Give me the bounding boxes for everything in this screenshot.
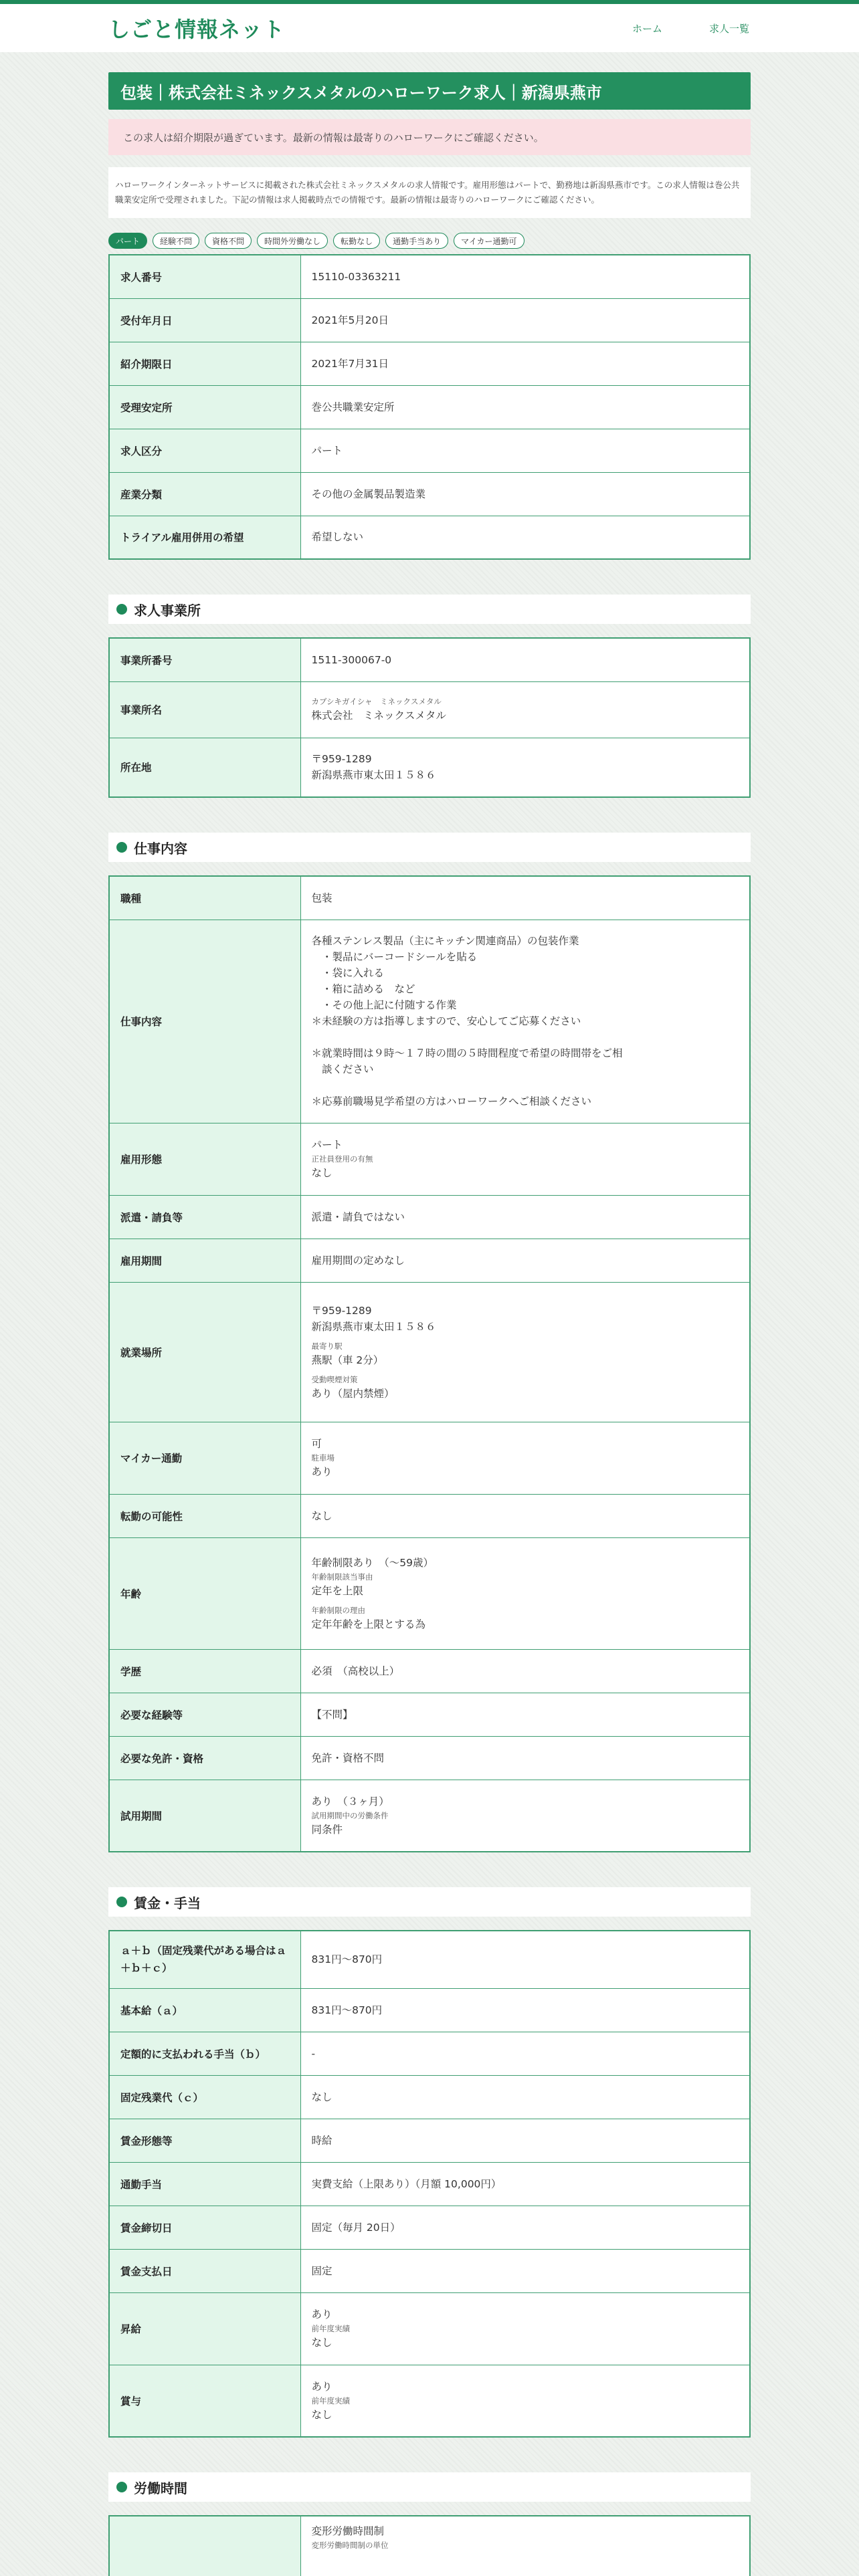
age-limit-reason: 定年を上限 [311,1584,364,1597]
table-row [109,2206,750,2249]
job-summary-notice: ハローワークインターネットサービスに掲載された株式会社ミネックスメタルの求人情報です。雇用形態はパートで、勤務地は新潟県燕市です。この求人情報は巻公共職業安定所で受理されました。下記の情報は求人掲載時点での情報です。最新の情報は最寄りのハローワークにご確認ください。 [108,167,751,218]
table-row [109,2365,750,2437]
education: 必須 （高校以上） [300,1649,750,1693]
row-label: 賞与 [109,2365,300,2437]
row-label: 賃金形態等 [109,2119,300,2162]
total-wage: 831円～870円 [300,1931,750,1988]
section-heading-wage: 賃金・手当 [108,1887,751,1917]
car-commute-cell [300,1422,750,1494]
table-row [109,2516,750,2576]
tag-part-time: パート [108,233,147,249]
wage-form: 時給 [300,2119,750,2162]
raise-detail: なし [311,2337,332,2349]
office-number: 1511-300067-0 [300,638,750,681]
table-row [109,1736,750,1780]
received-date: 2021年5月20日 [300,298,750,342]
table-row [109,516,750,559]
sub-label: 最寄り駅 [311,1341,343,1351]
row-label: 昇給 [109,2292,300,2365]
row-label: マイカー通勤 [109,1422,300,1494]
sub-label: 前年度実績 [311,2324,350,2333]
row-label: 必要な経験等 [109,1693,300,1736]
row-label: 雇用形態 [109,1123,300,1195]
main-content [108,52,751,2576]
table-row [109,1693,750,1736]
employment-period: 雇用期間の定めなし [300,1239,750,1282]
bullet-dot-icon [116,842,127,853]
table-row [109,1931,750,1988]
row-label: 受理安定所 [109,385,300,429]
row-label: 雇用期間 [109,1239,300,1282]
industry: その他の金属製品製造業 [300,472,750,516]
table-row [109,1649,750,1693]
table-row [109,1780,750,1852]
base-wage: 831円～870円 [300,1988,750,2032]
table-row [109,2075,750,2119]
fixed-overtime: なし [300,2075,750,2119]
row-label: 求人番号 [109,255,300,298]
sub-label: 正社員登用の有無 [311,1154,373,1164]
bonus-detail: なし [311,2408,332,2421]
sub-label: 前年度実績 [311,2395,350,2405]
age-limit-why: 定年年齢を上限とする為 [311,1618,426,1630]
referral-deadline: 2021年7月31日 [300,342,750,385]
dispatch-value: 派遣・請負ではない [300,1195,750,1239]
trial-employment: 希望しない [300,516,750,559]
row-label: 試用期間 [109,1780,300,1852]
car-commute: 可 [311,1438,322,1450]
raise-cell [300,2292,750,2365]
trial-cell [300,1780,750,1852]
table-row [109,429,750,472]
wage-payday: 固定 [300,2249,750,2292]
table-row [109,1282,750,1422]
required-experience: 【不問】 [300,1693,750,1736]
sub-label: 年齢制限該当事由 [311,1572,373,1582]
hours-cell [300,2516,750,2576]
nearest-station: 燕駅（車 2分） [311,1354,384,1366]
smoking-policy: あり（屋内禁煙） [311,1387,395,1400]
sub-label: 年齢制限の理由 [311,1605,365,1615]
tag-no-experience: 経験不問 [153,233,199,249]
office-table [108,637,751,798]
table-row [109,2162,750,2206]
required-license: 免許・資格不問 [300,1736,750,1780]
fixed-allowance: - [300,2032,750,2075]
expired-alert: この求人は紹介期限が過ぎています。最新の情報は最寄りのハローワークにご確認ください。 [108,119,751,155]
row-label: 所在地 [109,738,300,797]
receiving-office: 巻公共職業安定所 [300,385,750,429]
row-label: 事業所番号 [109,638,300,681]
sub-label: 試用期間中の労働条件 [311,1810,389,1820]
table-row [109,2032,750,2075]
office-name: 株式会社 ミネックスメタル [311,710,446,722]
row-label: 就業場所 [109,1282,300,1422]
table-row [109,876,750,920]
table-row [109,342,750,385]
office-address-cell [300,738,750,797]
wage-table [108,1930,751,2438]
office-zip: 〒959-1289 [311,753,372,766]
row-label: 基本給（ａ） [109,1988,300,2032]
tag-car-commute: マイカー通勤可 [454,233,524,249]
parking: あり [311,1466,332,1478]
nav-job-list-link[interactable]: 求人一覧 [708,22,749,35]
table-row [109,2119,750,2162]
wage-cutoff-day: 固定（毎月 20日） [300,2206,750,2249]
row-label: 学歴 [109,1649,300,1693]
workplace-zip: 〒959-1289 [311,1304,372,1317]
regular-conversion: なし [311,1167,332,1179]
row-label: 年齢 [109,1537,300,1649]
table-row [109,1988,750,2032]
table-row [109,2292,750,2365]
table-row [109,920,750,1123]
row-label: 賃金支払日 [109,2249,300,2292]
table-row [109,2249,750,2292]
office-address: 新潟県燕市東太田１５８６ [311,769,436,782]
page-title: 包装｜株式会社ミネックスメタルのハローワーク求人｜新潟県燕市 [108,72,751,110]
row-label: 事業所名 [109,681,300,738]
row-label: 定額的に支払われる手当（ｂ） [109,2032,300,2075]
row-label: 通勤手当 [109,2162,300,2206]
age-limit: 年齢制限あり （～59歳） [311,1556,434,1569]
row-label: 派遣・請負等 [109,1195,300,1239]
hours-table [108,2515,751,2576]
workplace-address: 新潟県燕市東太田１５８６ [311,1320,436,1333]
nav-home-link[interactable]: ホーム [632,22,662,35]
site-header [0,4,859,52]
main-nav [632,21,751,35]
feature-tags [108,233,751,249]
bullet-dot-icon [116,604,127,615]
work-table [108,875,751,1852]
section-heading-office: 求人事業所 [108,595,751,624]
row-label: ａ＋ｂ（固定残業代がある場合はａ＋ｂ＋ｃ） [109,1931,300,1988]
row-label [109,2516,300,2576]
row-label: 産業分類 [109,472,300,516]
basic-info-table [108,254,751,560]
row-label: 固定残業代（ｃ） [109,2075,300,2119]
table-row [109,638,750,681]
bonus: あり [311,2380,332,2393]
trial-conditions: 同条件 [311,1823,343,1836]
site-logo[interactable]: しごと情報ネット [108,17,286,42]
table-row [109,298,750,342]
table-row [109,1239,750,1282]
job-description: 各種ステンレス製品（主にキッチン関連商品）の包装作業 ・製品にバーコードシールを貼る ・袋に入れる ・箱に詰める など ・その他上記に付随する作業 ＊未経験の方は指導しますので、安心してご応募ください ＊就業時間は９時～１７時の間の５時間程度で希望の時間帯をご相 談ください ＊応募前職場見学希望の方はハローワークへご相談ください [300,920,750,1123]
row-label: 受付年月日 [109,298,300,342]
section-heading-hours: 労働時間 [108,2472,751,2502]
table-row [109,1494,750,1537]
employment-type: パート [311,1139,343,1151]
table-row [109,472,750,516]
bonus-cell [300,2365,750,2437]
variable-hours: 変形労働時間制 [311,2525,385,2537]
sub-label: 駐車場 [311,1453,335,1463]
age-cell [300,1537,750,1649]
sub-label: 変形労働時間制の単位 [311,2541,389,2550]
table-row [109,1422,750,1494]
table-row [109,1123,750,1195]
job-category: パート [300,429,750,472]
row-label: 仕事内容 [109,920,300,1123]
row-label: 転勤の可能性 [109,1494,300,1537]
job-number: 15110-03363211 [300,255,750,298]
job-title: 包装 [300,876,750,920]
row-label: 紹介期限日 [109,342,300,385]
bullet-dot-icon [116,2482,127,2492]
trial-period: あり （３ヶ月） [311,1795,389,1808]
tag-no-qualification: 資格不問 [205,233,252,249]
table-row [109,1537,750,1649]
row-label: 職種 [109,876,300,920]
row-label: 賃金締切日 [109,2206,300,2249]
office-name-cell [300,681,750,738]
bullet-dot-icon [116,1897,127,1907]
row-label: 必要な免許・資格 [109,1736,300,1780]
tag-commute-allowance: 通勤手当あり [385,233,448,249]
table-row [109,738,750,797]
table-row [109,681,750,738]
table-row [109,1195,750,1239]
raise: あり [311,2309,332,2321]
table-row [109,385,750,429]
tag-no-overtime: 時間外労働なし [257,233,328,249]
tag-no-transfer: 転勤なし [333,233,380,249]
employment-cell [300,1123,750,1195]
sub-label: 受動喫煙対策 [311,1374,358,1384]
commute-allowance: 実費支給（上限あり）（月額 10,000円） [300,2162,750,2206]
row-label: 求人区分 [109,429,300,472]
table-row [109,255,750,298]
office-name-kana: カブシキガイシャ ミネックスメタル [311,697,442,706]
section-heading-work: 仕事内容 [108,833,751,862]
workplace-cell [300,1282,750,1422]
row-label: トライアル雇用併用の希望 [109,516,300,559]
transfer-possibility: なし [300,1494,750,1537]
